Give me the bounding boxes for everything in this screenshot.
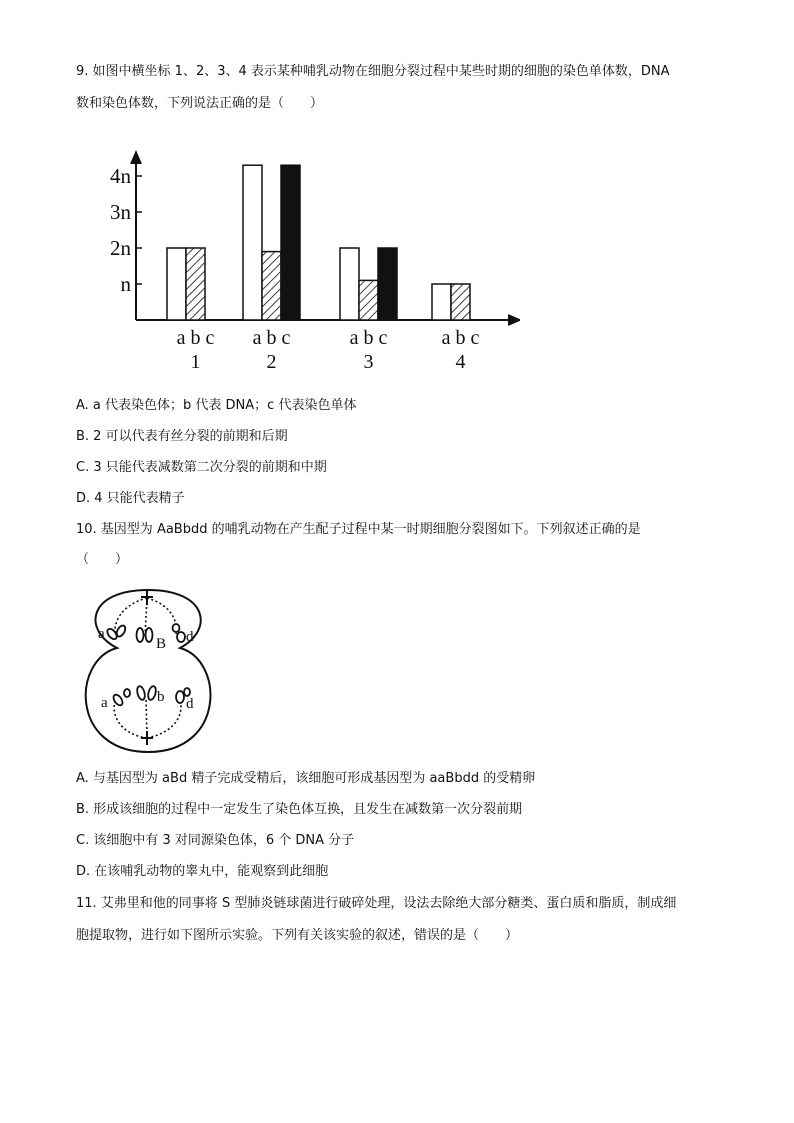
label-bottom-d: d bbox=[186, 696, 194, 712]
label-bottom-a: a bbox=[101, 695, 108, 711]
label-top-B: B bbox=[156, 636, 167, 652]
q10-cell-division-diagram bbox=[74, 586, 224, 756]
label-bottom-b: b bbox=[157, 689, 165, 705]
q9-stem-line2: 数和染色体数，下列说法正确的是（ ） bbox=[76, 96, 324, 111]
bar-b-3 bbox=[359, 280, 378, 320]
bar-b-2 bbox=[262, 252, 281, 320]
q11-stem-line1: 11. 艾弗里和他的同事将 S 型肺炎链球菌进行破碎处理，设法去除绝大部分糖类、蛋白质和脂质，制成细 bbox=[76, 896, 677, 911]
bar-letters-4: a b c bbox=[441, 327, 480, 349]
bar-letters-3: a b c bbox=[349, 327, 388, 349]
label-top-a: a bbox=[98, 626, 105, 642]
x-axis-arrow bbox=[508, 314, 520, 326]
q9-option-d: D. 4 只能代表精子 bbox=[76, 491, 185, 506]
q9-bar-chart bbox=[100, 148, 520, 373]
q10-stem-line2: （ ） bbox=[76, 552, 129, 567]
category-label-3: 3 bbox=[363, 351, 374, 373]
q10-stem-line1: 10. 基因型为 AaBbdd 的哺乳动物在产生配子过程中某一时期细胞分裂图如下。下列叙述正确的是 bbox=[76, 522, 641, 537]
y-tick-label: n bbox=[120, 272, 131, 296]
bar-a-1 bbox=[167, 248, 186, 320]
category-label-1: 1 bbox=[190, 351, 201, 373]
chart-bars bbox=[167, 165, 470, 320]
y-tick-label: 2n bbox=[110, 236, 131, 260]
bar-letters-1: a b c bbox=[176, 327, 215, 349]
bar-a-4 bbox=[432, 284, 451, 320]
q9-option-b: B. 2 可以代表有丝分裂的前期和后期 bbox=[76, 429, 288, 444]
category-label-2: 2 bbox=[266, 351, 277, 373]
y-axis-arrow bbox=[130, 150, 142, 164]
q10-option-b: B. 形成该细胞的过程中一定发生了染色体互换，且发生在减数第一次分裂前期 bbox=[76, 802, 523, 817]
bar-a-2 bbox=[243, 165, 262, 320]
label-top-d: d bbox=[186, 629, 194, 645]
category-label-4: 4 bbox=[455, 351, 466, 373]
bar-c-2 bbox=[281, 165, 300, 320]
bar-letters-2: a b c bbox=[252, 327, 291, 349]
q9-option-c: C. 3 只能代表减数第二次分裂的前期和中期 bbox=[76, 460, 327, 475]
q9-stem-line1: 9. 如图中横坐标 1、2、3、4 表示某种哺乳动物在细胞分裂过程中某些时期的细胞的染色单体数，DNA bbox=[76, 64, 670, 79]
q9-option-a: A. a 代表染色体；b 代表 DNA；c 代表染色单体 bbox=[76, 398, 357, 413]
q10-option-d: D. 在该哺乳动物的睾丸中，能观察到此细胞 bbox=[76, 864, 329, 879]
bar-a-3 bbox=[340, 248, 359, 320]
bar-c-3 bbox=[378, 248, 397, 320]
bar-b-1 bbox=[186, 248, 205, 320]
y-tick-label: 3n bbox=[110, 200, 131, 224]
q11-stem-line2: 胞提取物，进行如下图所示实验。下列有关该实验的叙述，错误的是（ ） bbox=[76, 928, 519, 943]
bar-b-4 bbox=[451, 284, 470, 320]
y-tick-label: 4n bbox=[110, 164, 131, 188]
q10-option-c: C. 该细胞中有 3 对同源染色体，6 个 DNA 分子 bbox=[76, 833, 355, 848]
q10-option-a: A. 与基因型为 aBd 精子完成受精后，该细胞可形成基因型为 aaBbdd 的受精卵 bbox=[76, 771, 536, 786]
